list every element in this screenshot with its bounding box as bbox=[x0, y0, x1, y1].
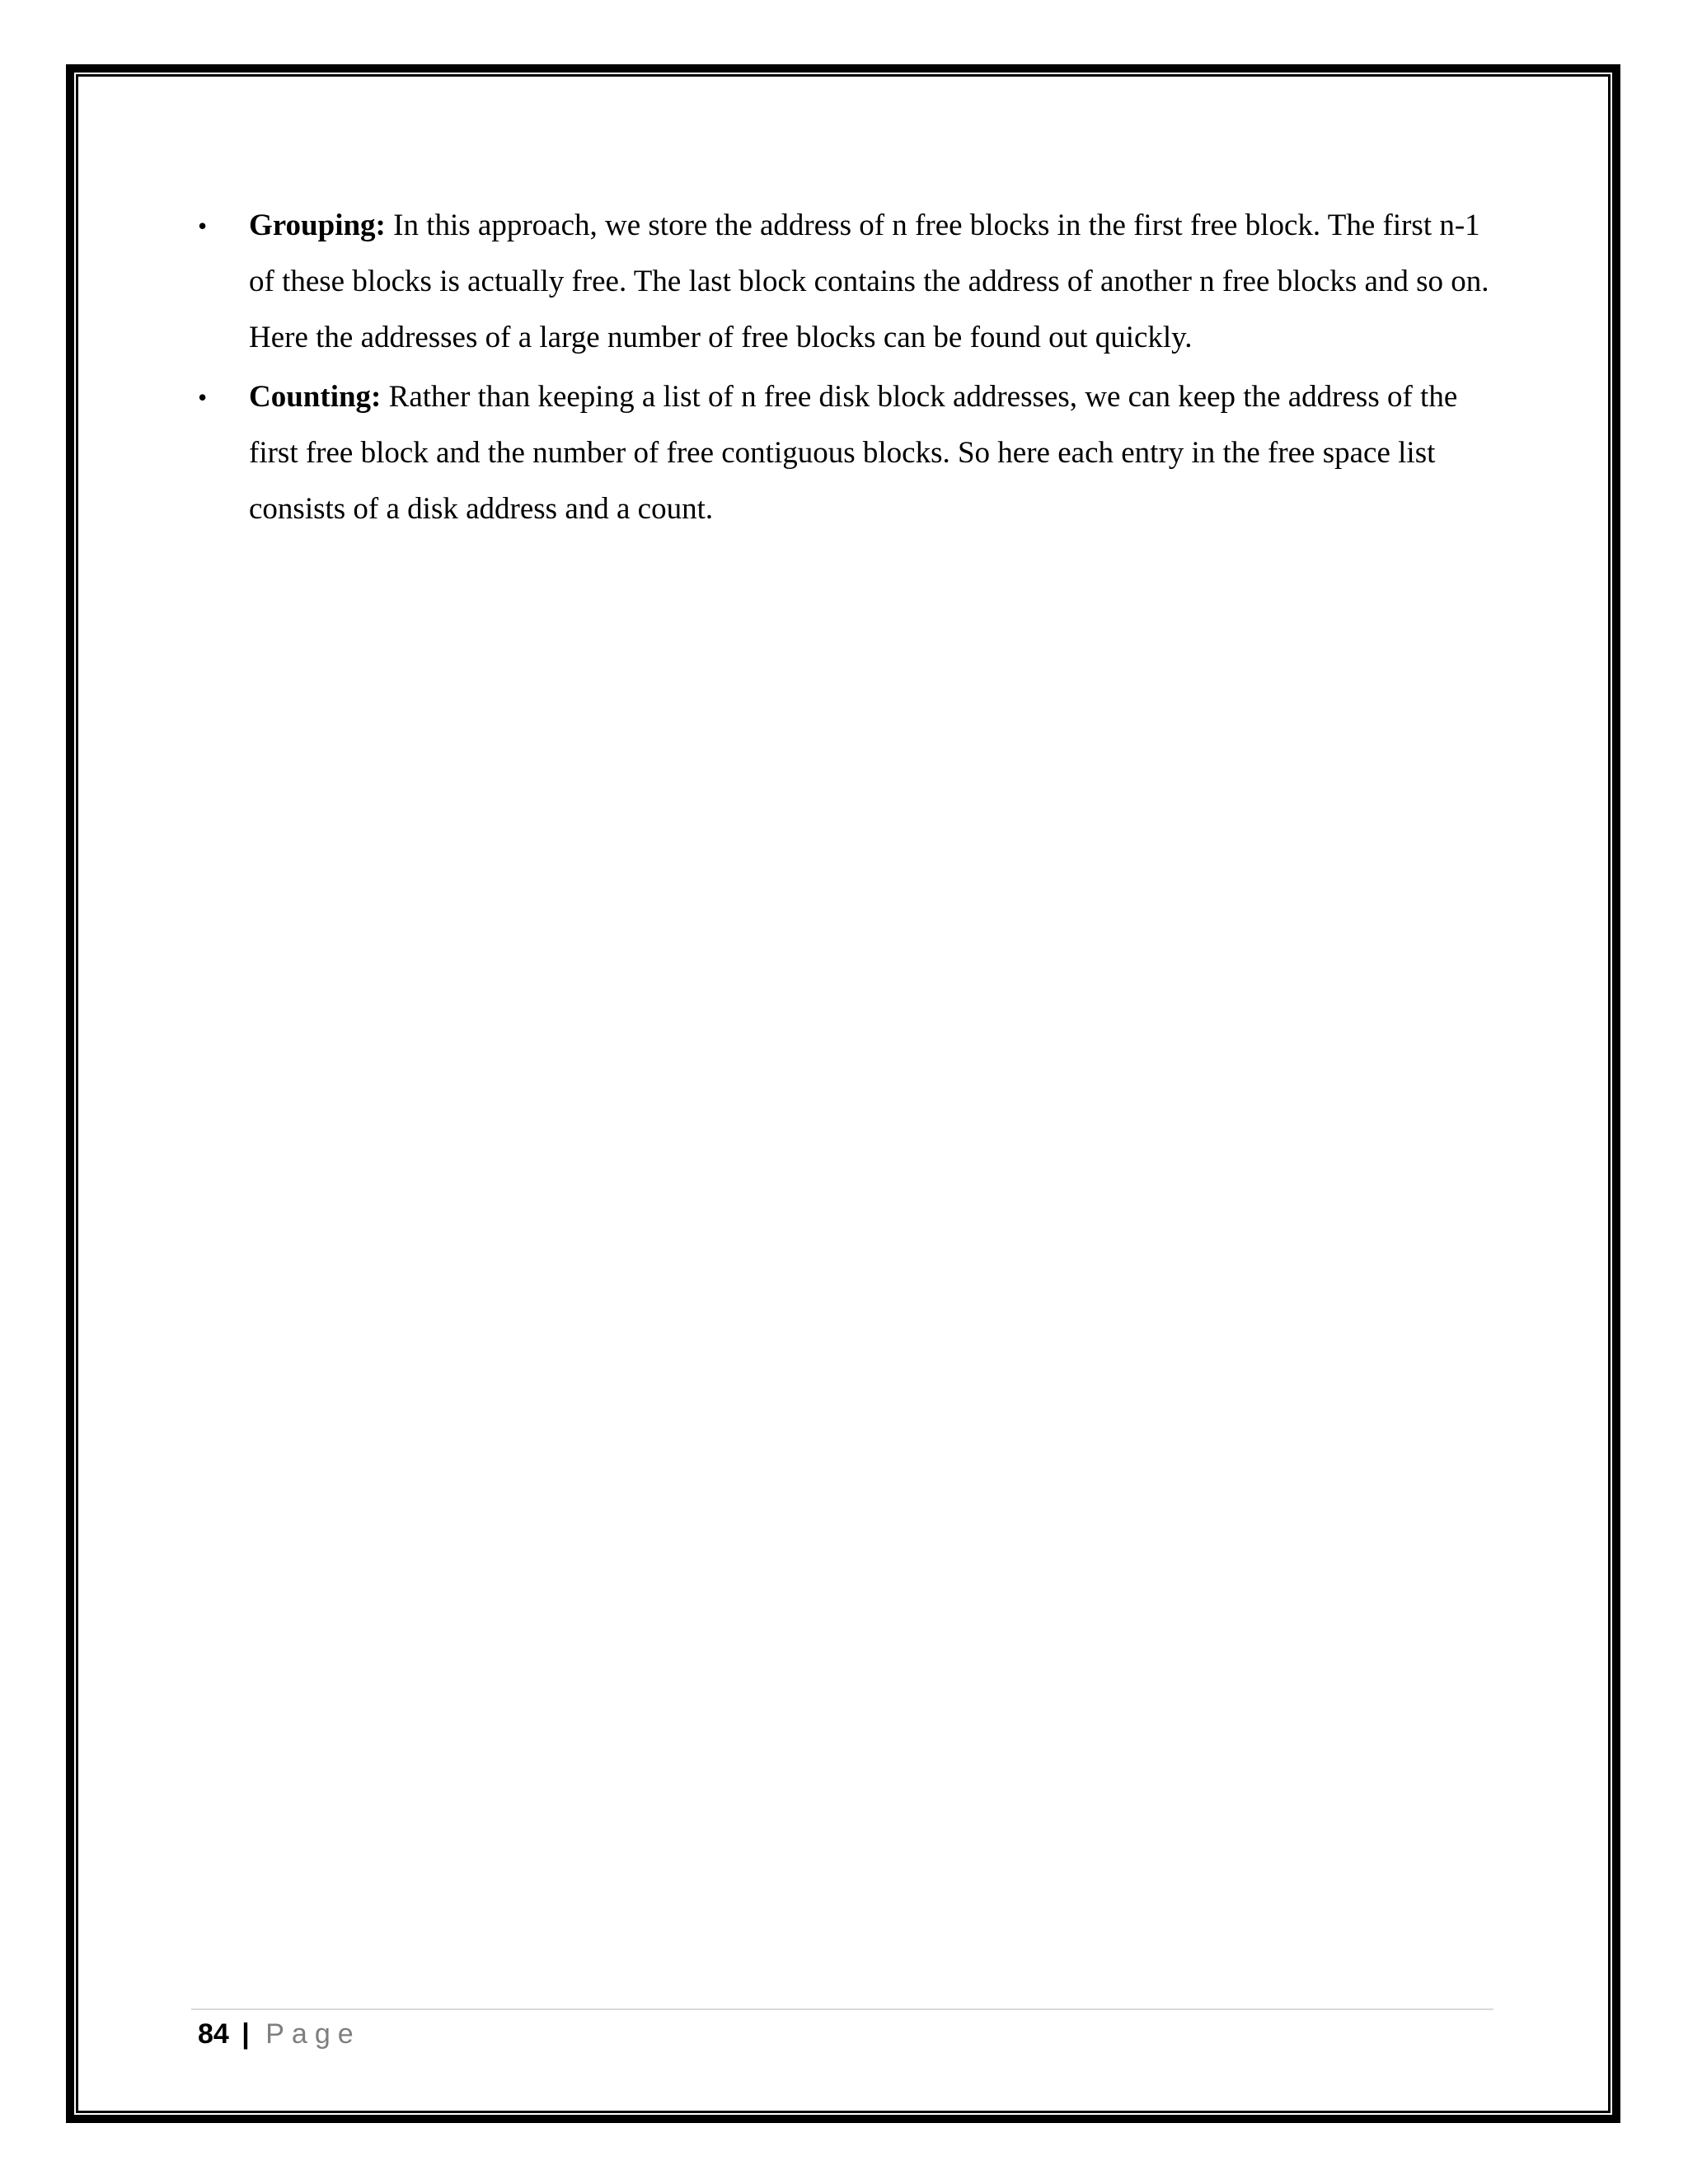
bullet-icon: • bbox=[198, 211, 208, 241]
list-item-counting bbox=[188, 369, 1507, 537]
page-number: 84 bbox=[198, 2018, 229, 2050]
description-counting: Rather than keeping a list of n free disk block addresses, we can keep the address of the first free block and the number of free contiguous blocks. So here each entry in the free space list consists of a disk address and a count. bbox=[249, 380, 1458, 526]
page-body bbox=[188, 198, 1507, 541]
page-footer bbox=[198, 2013, 361, 2055]
footer-divider bbox=[191, 2008, 1493, 2010]
term-grouping: Grouping: bbox=[249, 209, 386, 242]
description-grouping: In this approach, we store the address of n free blocks in the first free block. The first n-1 of these blocks is actually free. The last block contains the address of another n free blocks and so on. Here the addresses of a large number of free blocks can be found out quickly. bbox=[249, 209, 1489, 354]
page-separator: | bbox=[241, 2018, 250, 2050]
term-counting: Counting: bbox=[249, 380, 382, 414]
page-label: Page bbox=[265, 2018, 361, 2050]
list-item-grouping bbox=[188, 198, 1507, 366]
bullet-list bbox=[188, 198, 1507, 537]
bullet-icon: • bbox=[198, 382, 208, 412]
